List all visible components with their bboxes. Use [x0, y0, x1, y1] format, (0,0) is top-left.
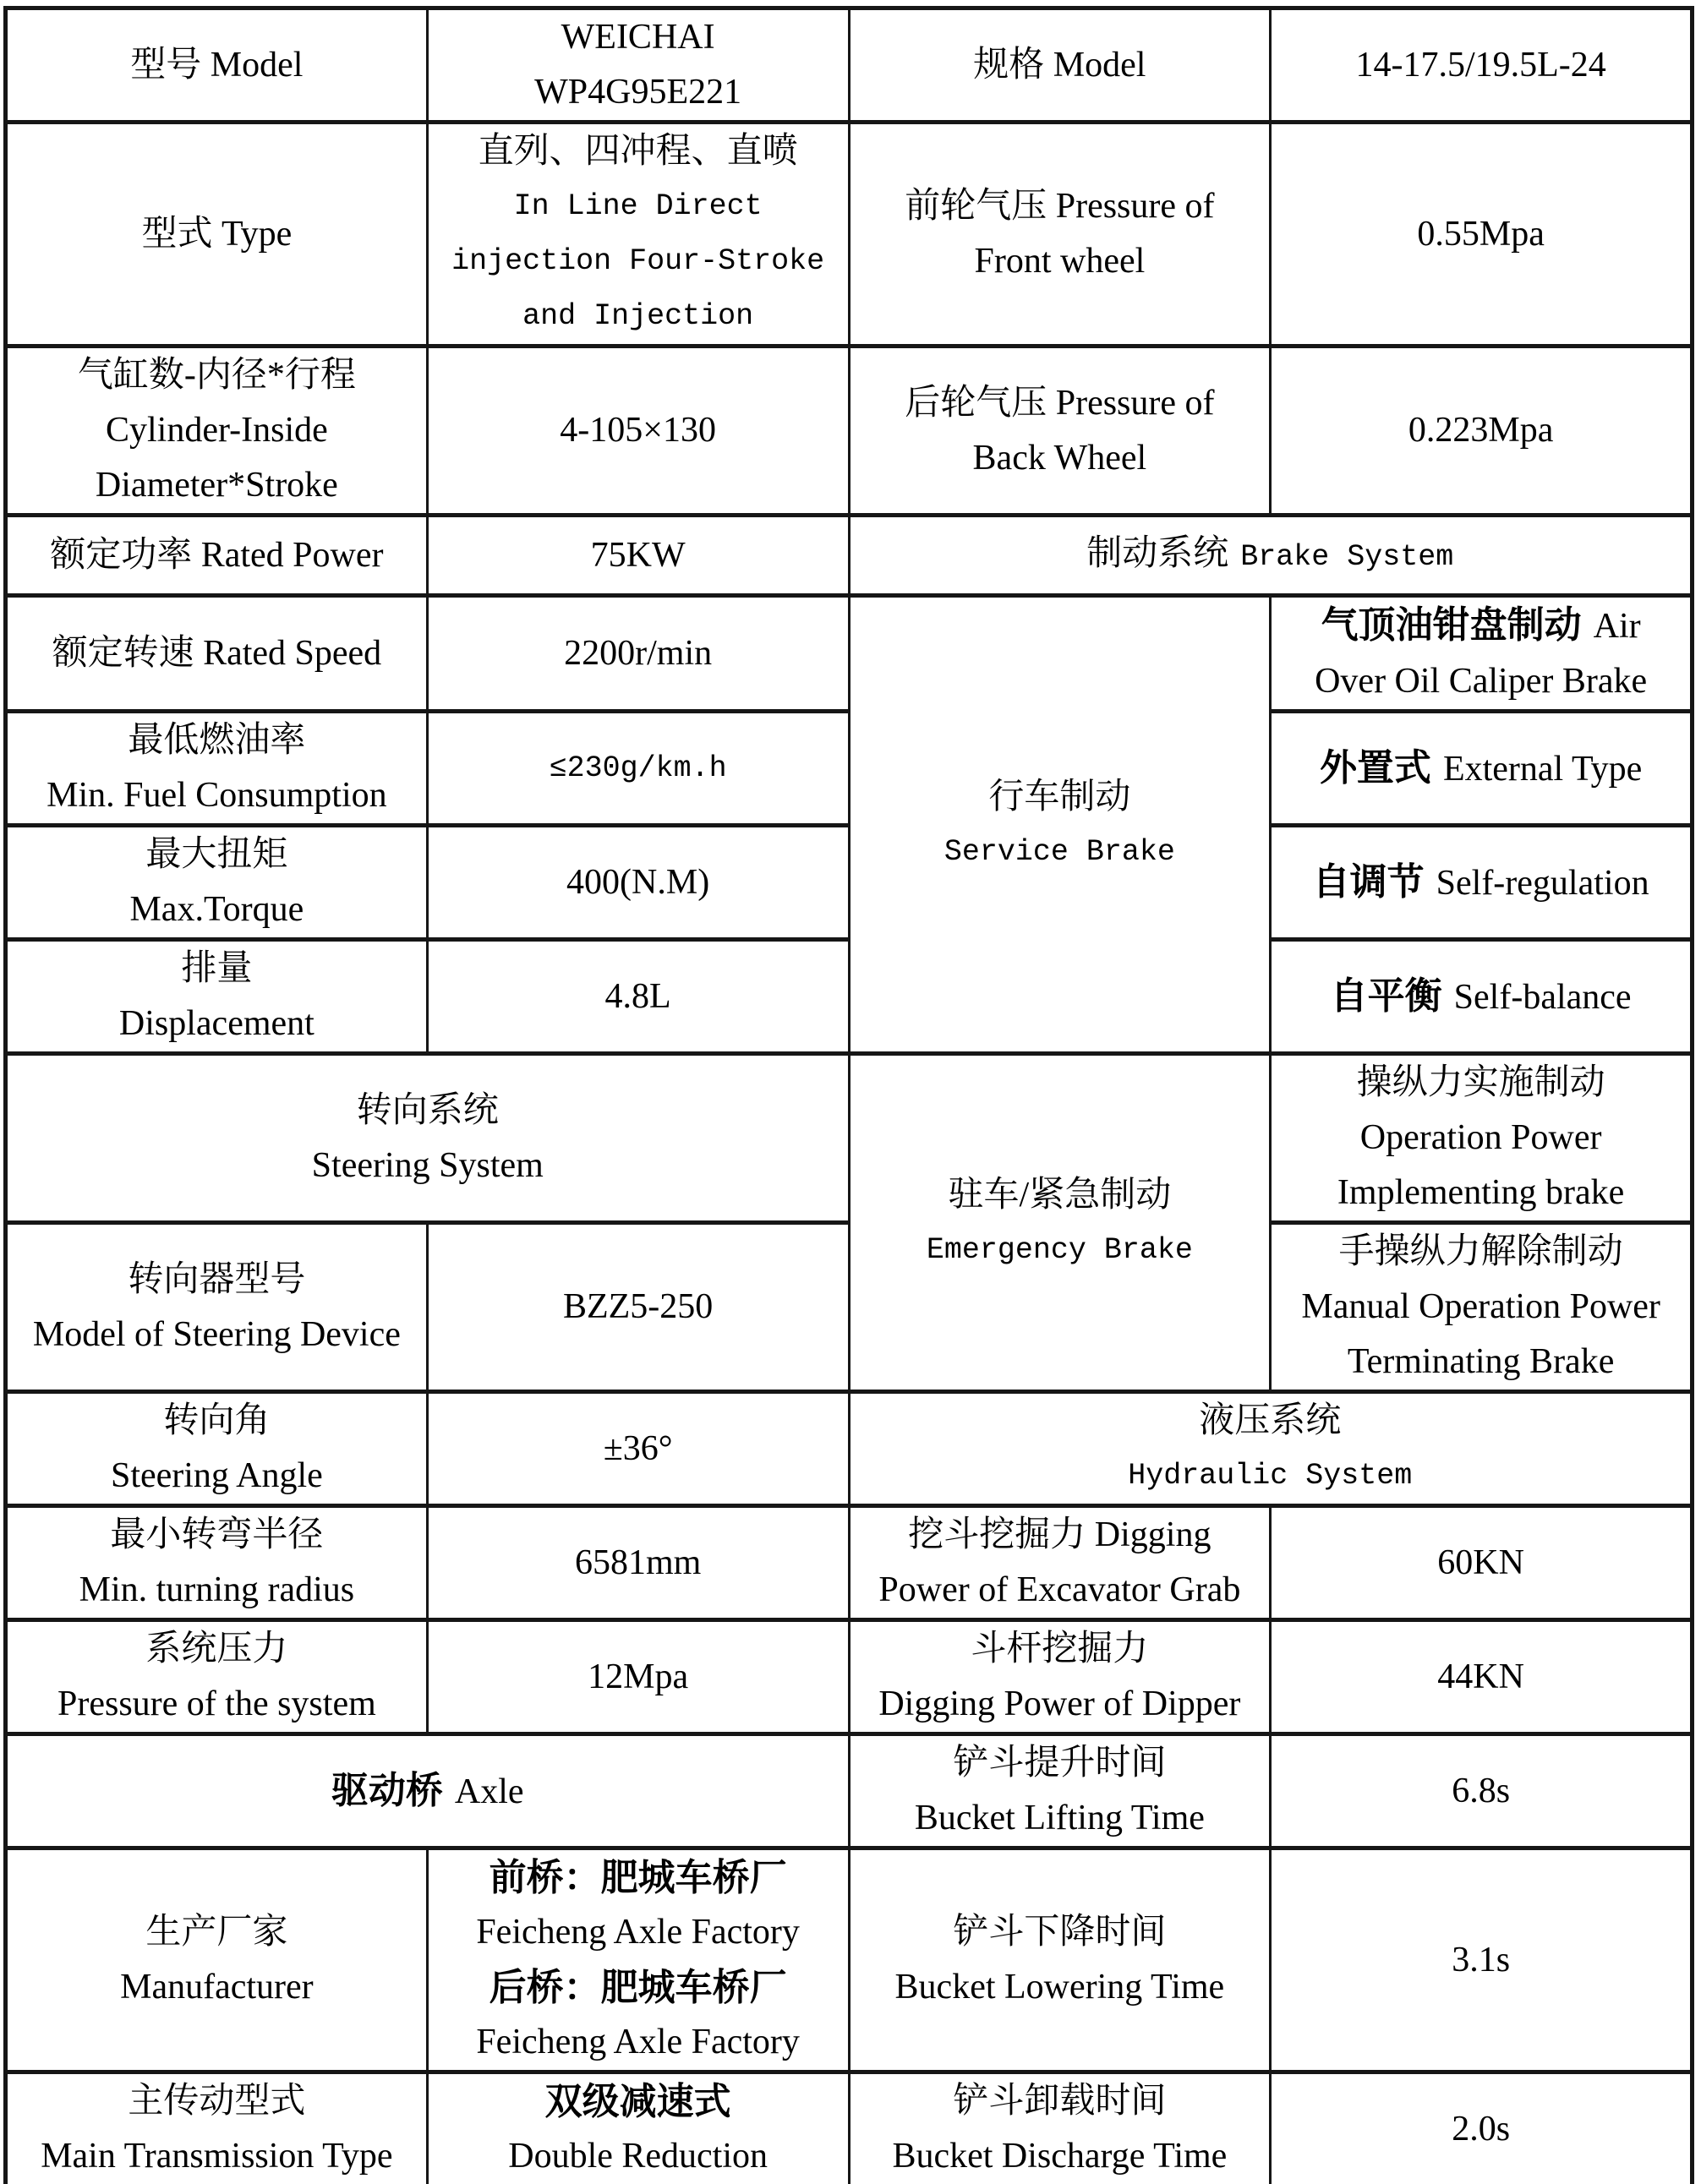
table-row [6, 123, 1693, 347]
digging-power-grab-label-cell [849, 1506, 1271, 1620]
text-line: 额定转速 Rated Speed [52, 633, 382, 673]
back-wheel-pressure-label-cell [849, 347, 1271, 516]
text-line: 型式 Type [141, 214, 293, 254]
text-line: Over Oil Caliper Brake [1315, 662, 1648, 701]
bucket-discharge-label-cell [849, 2072, 1271, 2184]
text-line: 最小转弯半径 [110, 1515, 324, 1554]
text-line: Back Wheel [972, 438, 1147, 478]
text-line: ≤230g/km.h [549, 751, 727, 785]
digging-power-grab-value-cell [1271, 1506, 1693, 1620]
text-line: 12Mpa [588, 1657, 689, 1696]
text-line: Steering Angle [110, 1456, 323, 1495]
service-brake-cell [849, 596, 1271, 1054]
transmission-value-cell [427, 2072, 849, 2184]
system-pressure-label-cell [6, 1620, 428, 1734]
text-line: Pressure of the system [57, 1684, 376, 1723]
text-line: 系统压力 [145, 1630, 288, 1668]
text-line: Min. Fuel Consumption [46, 776, 387, 815]
digging-power-dipper-value-cell [1271, 1620, 1693, 1734]
self-balance-cell [1271, 940, 1693, 1054]
text-line: 型号 Model [130, 45, 304, 85]
text-line: 4-105×130 [560, 411, 716, 450]
text-line: Model of Steering Device [32, 1314, 401, 1354]
bucket-lifting-label-cell [849, 1734, 1271, 1848]
text-line: Main Transmission Type [41, 2137, 393, 2176]
table-row [6, 1734, 1693, 1848]
text-line: Min. turning radius [79, 1570, 355, 1609]
text-line: Displacement [118, 1004, 314, 1043]
text-line [1277, 598, 1685, 654]
transmission-label-cell [6, 2072, 428, 2184]
table-row [6, 1848, 1693, 2072]
rated-speed-label-cell [6, 596, 428, 712]
displacement-value-cell [427, 940, 849, 1054]
text-line: 14-17.5/19.5L-24 [1355, 45, 1606, 85]
text-line: 气缸数-内径*行程 [77, 356, 356, 395]
external-type-cell [1271, 712, 1693, 826]
text-line: 双级减速式 [544, 2080, 731, 2123]
text-line [856, 527, 1686, 585]
digging-power-dipper-label-cell [849, 1620, 1271, 1734]
text-line: 操纵力实施制动 [1356, 1063, 1605, 1102]
cylinder-value-cell [427, 347, 849, 516]
text-line: Double Reduction [508, 2137, 768, 2176]
text-line: Manufacturer [120, 1968, 314, 2007]
text-line: 后轮气压 Pressure of [905, 383, 1215, 423]
text-line: 手操纵力解除制动 [1338, 1232, 1623, 1271]
axle-header-cell [6, 1734, 850, 1848]
tire-spec-label-cell [849, 8, 1271, 123]
brake-system-en: Brake System [1240, 539, 1454, 574]
fuel-consumption-value-cell [427, 712, 849, 826]
self-balance-zh: 自平衡 [1330, 974, 1442, 1018]
bucket-discharge-value-cell [1271, 2072, 1693, 2184]
steering-device-value-cell [427, 1223, 849, 1392]
manual-operation-cell [1271, 1223, 1693, 1392]
text-line: 前桥：肥城车桥厂 [489, 1856, 787, 1899]
table-row [6, 1054, 1693, 1223]
text-line [1277, 854, 1685, 911]
axle-header-zh: 驱动桥 [331, 1768, 443, 1812]
table-row [6, 1506, 1693, 1620]
steering-system-header-cell [6, 1054, 850, 1223]
text-line: BZZ5-250 [562, 1287, 714, 1326]
max-torque-value-cell [427, 826, 849, 940]
brake-system-zh: 制动系统 [1086, 533, 1229, 573]
text-line: 生产厂家 [145, 1913, 288, 1952]
text-line: 液压系统 [1199, 1401, 1342, 1440]
self-balance-en: Self-balance [1453, 977, 1632, 1017]
text-line: Digging Power of Dipper [878, 1684, 1241, 1723]
self-regulation-en: Self-regulation [1436, 863, 1649, 903]
text-line: Hydraulic System [1128, 1459, 1413, 1493]
text-line: 6581mm [574, 1542, 702, 1582]
manufacturer-label-cell [6, 1848, 428, 2072]
hydraulic-system-header-cell [849, 1392, 1693, 1506]
text-line: WEICHAI [561, 18, 715, 57]
text-line: 铲斗卸载时间 [953, 2082, 1167, 2121]
text-line: 铲斗提升时间 [953, 1744, 1167, 1783]
caliper-brake-en1: Air [1593, 607, 1641, 646]
text-line: Operation Power [1359, 1118, 1602, 1157]
system-pressure-value-cell [427, 1620, 849, 1734]
text-line: 后桥：肥城车桥厂 [489, 1966, 787, 2009]
brake-system-header-cell [849, 516, 1693, 596]
text-line: Max.Torque [129, 890, 304, 929]
table-row [6, 596, 1693, 712]
manufacturer-value-cell [427, 1848, 849, 2072]
text-line [13, 1763, 843, 1820]
text-line: 铲斗下降时间 [953, 1913, 1167, 1952]
engine-type-label-cell [6, 123, 428, 347]
text-line: 4.8L [604, 976, 671, 1016]
bucket-lowering-label-cell [849, 1848, 1271, 2072]
text-line: 2200r/min [564, 633, 713, 673]
text-line: Bucket Lowering Time [894, 1968, 1225, 2007]
text-line: 排量 [181, 949, 253, 988]
table-row [6, 516, 1693, 596]
spec-table [3, 6, 1694, 2184]
text-line: Feicheng Axle Factory [476, 1913, 800, 1952]
table-row [6, 8, 1693, 123]
front-wheel-pressure-label-cell [849, 123, 1271, 347]
text-line: Service Brake [943, 834, 1175, 869]
table-row [6, 347, 1693, 516]
turning-radius-label-cell [6, 1506, 428, 1620]
table-row [6, 1620, 1693, 1734]
text-line: 主传动型式 [128, 2082, 306, 2121]
text-line: 400(N.M) [566, 862, 710, 902]
text-line: 3.1s [1452, 1940, 1511, 1979]
displacement-label-cell [6, 940, 428, 1054]
self-regulation-zh: 自调节 [1312, 860, 1425, 904]
steering-angle-label-cell [6, 1392, 428, 1506]
text-line: ±36° [603, 1428, 673, 1468]
text-line: Manual Operation Power [1301, 1287, 1660, 1326]
text-line: 75KW [590, 535, 686, 575]
text-line: 6.8s [1452, 1771, 1511, 1810]
model-value-cell [427, 8, 849, 123]
text-line: 额定功率 Rated Power [50, 535, 384, 575]
text-line: 最低燃油率 [128, 721, 306, 760]
emergency-brake-cell [849, 1054, 1271, 1392]
text-line: 斗杆挖掘力 [971, 1630, 1149, 1668]
model-label-cell [6, 8, 428, 123]
text-line: 44KN [1437, 1657, 1524, 1696]
text-line: 转向器型号 [128, 1259, 306, 1299]
text-line: 前轮气压 Pressure of [905, 187, 1215, 226]
rated-power-value-cell [427, 516, 849, 596]
text-line: and Injection [522, 299, 754, 333]
external-type-en: External Type [1442, 749, 1643, 789]
caliper-brake-cell [1271, 596, 1693, 712]
engine-type-value-cell [427, 123, 849, 347]
steering-angle-value-cell [427, 1392, 849, 1506]
external-type-zh: 外置式 [1319, 745, 1431, 789]
bucket-lowering-value-cell [1271, 1848, 1693, 2072]
text-line: 挖斗挖掘力 Digging [908, 1515, 1211, 1554]
rated-power-label-cell [6, 516, 428, 596]
self-regulation-cell [1271, 826, 1693, 940]
fuel-consumption-label-cell [6, 712, 428, 826]
tire-spec-value-cell [1271, 8, 1693, 123]
table-row [6, 1392, 1693, 1506]
text-line: Implementing brake [1337, 1173, 1625, 1212]
bucket-lifting-value-cell [1271, 1734, 1693, 1848]
text-line: In Line Direct [513, 189, 763, 223]
table-row [6, 2072, 1693, 2184]
text-line: 行车制动 [988, 777, 1131, 816]
text-line: Cylinder-Inside [105, 411, 328, 450]
text-line: Power of Excavator Grab [878, 1570, 1241, 1609]
text-line: Feicheng Axle Factory [476, 2023, 800, 2061]
text-line: Diameter*Stroke [95, 466, 338, 505]
text-line: Bucket Discharge Time [892, 2137, 1228, 2176]
operation-power-cell [1271, 1054, 1693, 1223]
rated-speed-value-cell [427, 596, 849, 712]
text-line: Bucket Lifting Time [914, 1799, 1205, 1837]
text-line: Terminating Brake [1347, 1342, 1615, 1381]
cylinder-label-cell [6, 347, 428, 516]
text-line: Steering System [311, 1145, 544, 1185]
back-wheel-pressure-value-cell [1271, 347, 1693, 516]
front-wheel-pressure-value-cell [1271, 123, 1693, 347]
text-line: 2.0s [1452, 2109, 1511, 2149]
axle-header-en: Axle [454, 1772, 524, 1811]
text-line: Emergency Brake [926, 1232, 1193, 1267]
text-line: 最大扭矩 [145, 835, 288, 874]
text-line: 规格 Model [973, 45, 1146, 85]
text-line: 驻车/紧急制动 [948, 1175, 1172, 1215]
turning-radius-value-cell [427, 1506, 849, 1620]
text-line [1277, 740, 1685, 797]
text-line: WP4G95E221 [534, 73, 742, 112]
text-line: 0.223Mpa [1408, 411, 1554, 450]
steering-device-label-cell [6, 1223, 428, 1392]
text-line: 0.55Mpa [1417, 214, 1545, 254]
text-line: 60KN [1437, 1542, 1524, 1582]
max-torque-label-cell [6, 826, 428, 940]
text-line: injection Four-Stroke [451, 244, 825, 278]
text-line: 直列、四冲程、直喷 [478, 132, 798, 171]
text-line: 转向角 [163, 1401, 271, 1440]
text-line [1277, 969, 1685, 1025]
text-line: 转向系统 [356, 1090, 499, 1130]
caliper-brake-zh: 气顶油钳盘制动 [1321, 603, 1582, 647]
text-line: Front wheel [974, 242, 1146, 281]
